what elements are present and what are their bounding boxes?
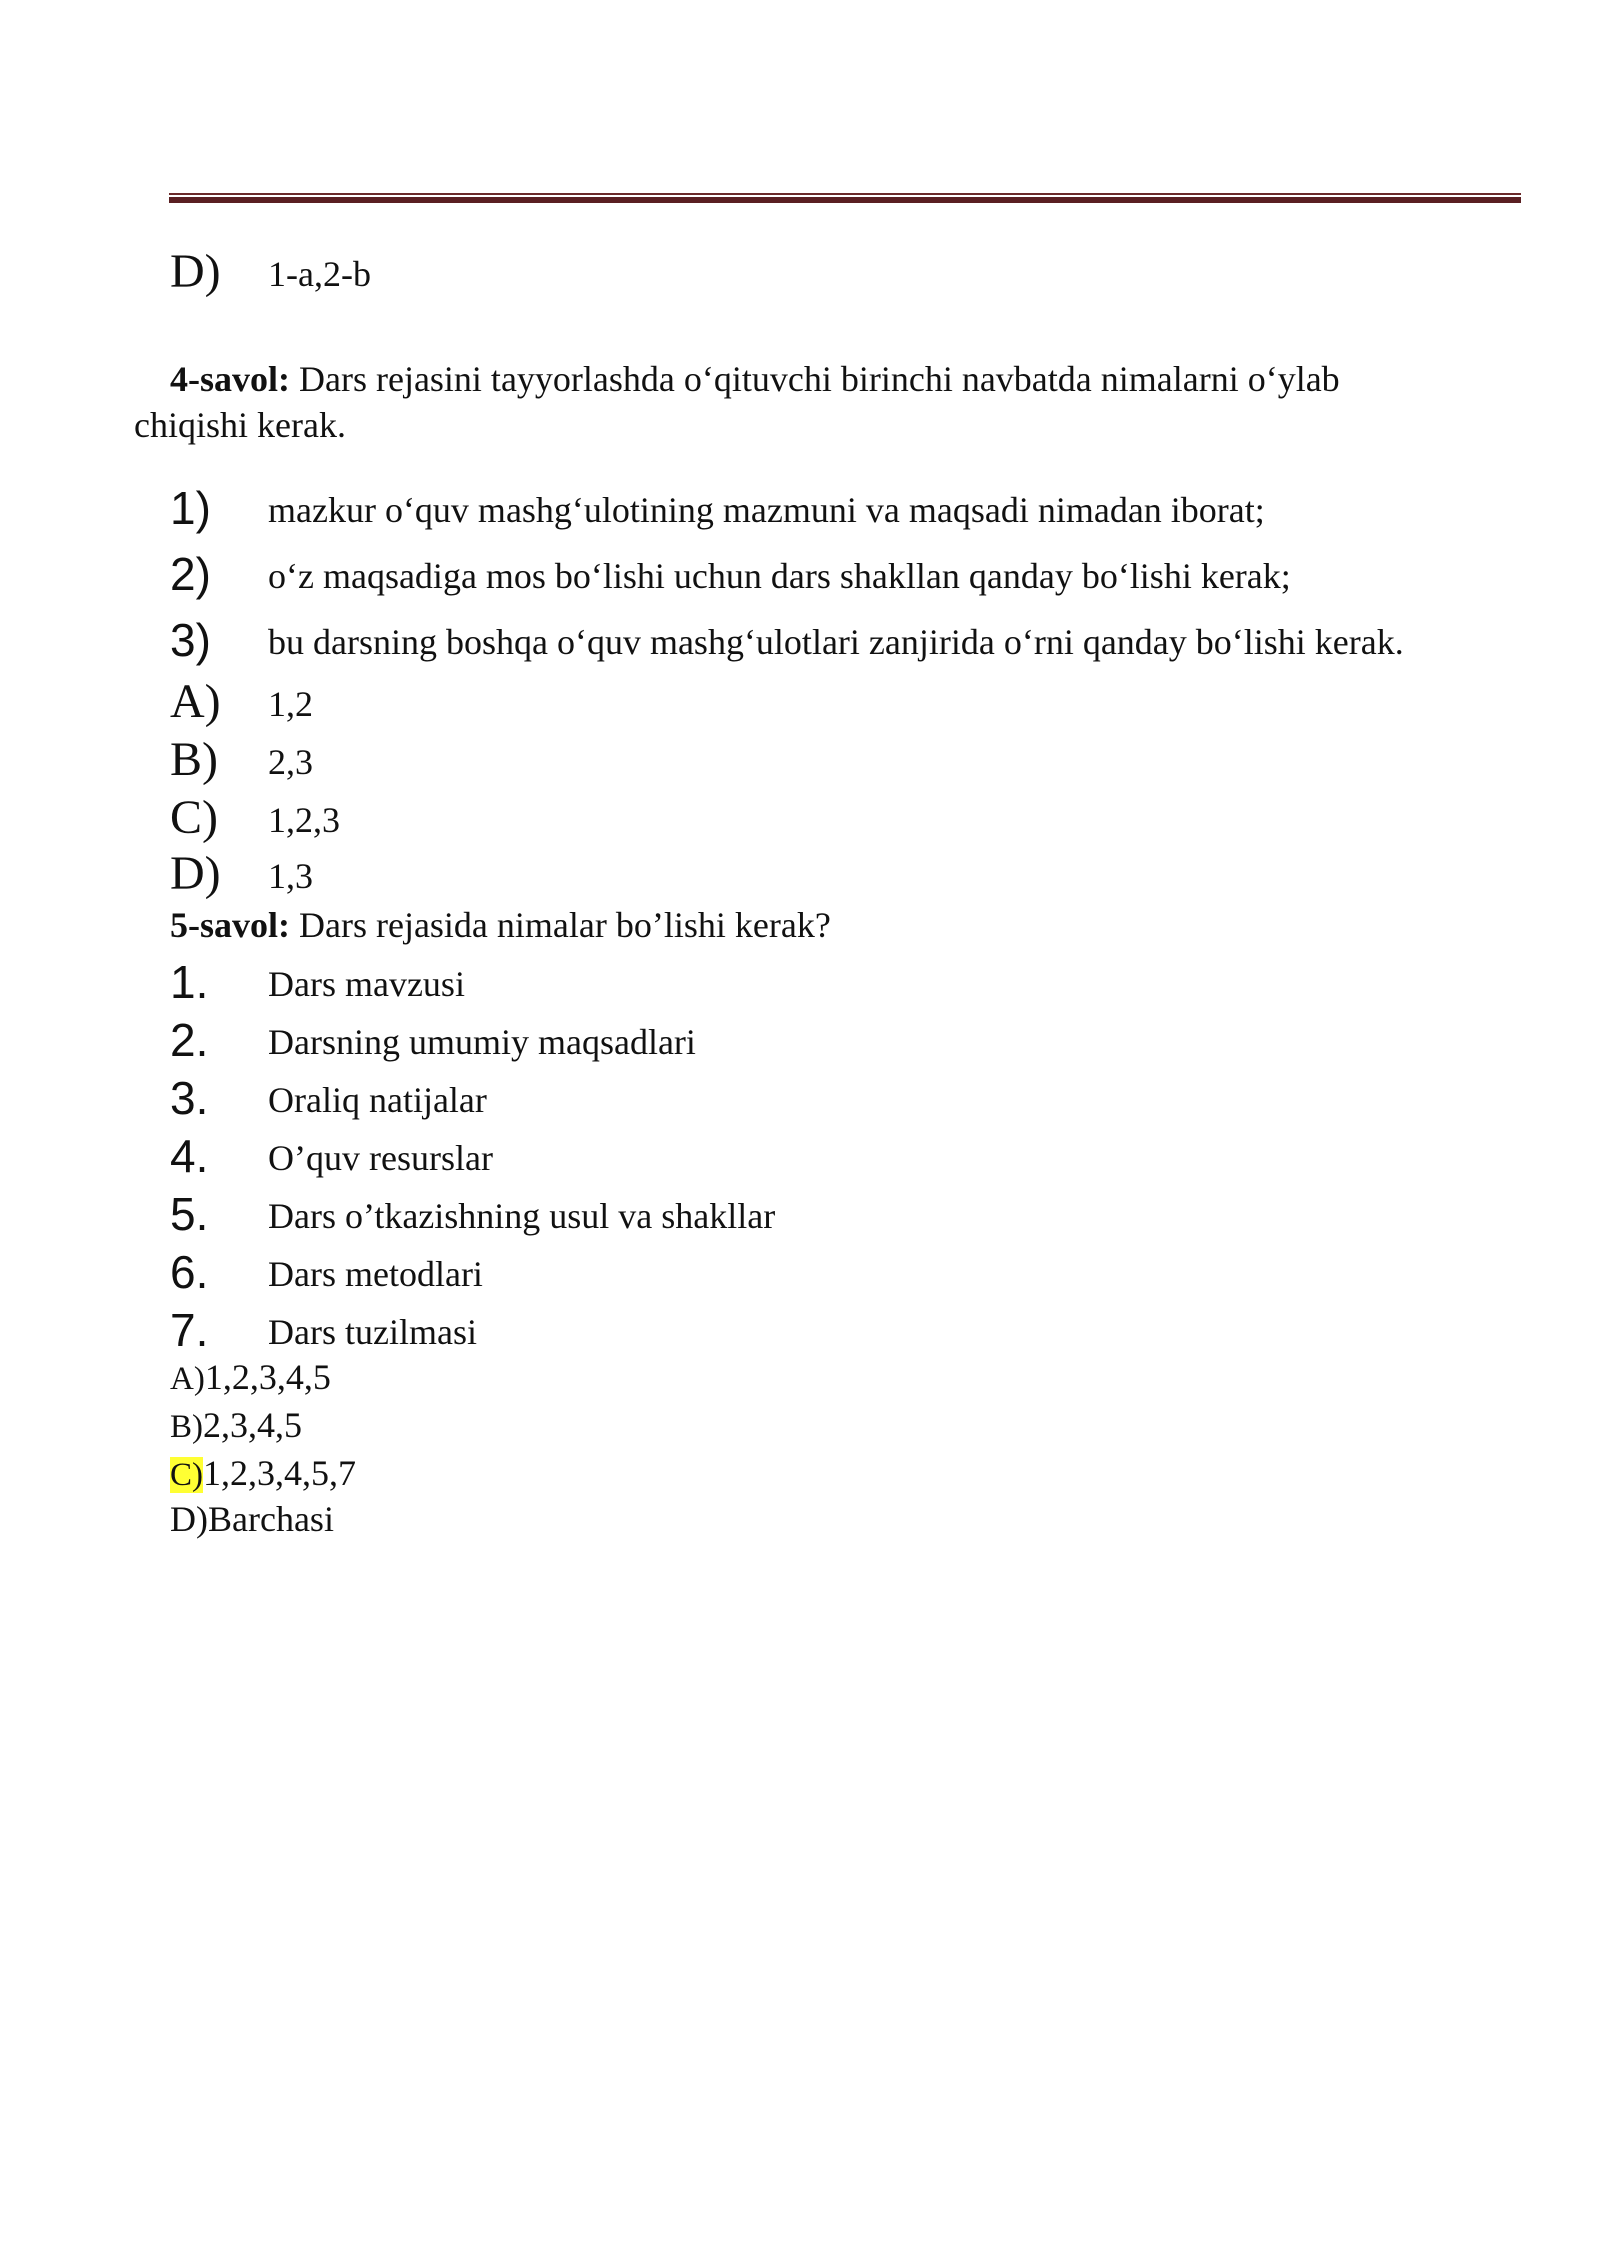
q5-text: Dars rejasida nimalar bo’lishi kerak?: [290, 905, 831, 945]
q4-option-a-marker: A): [170, 675, 221, 728]
q4-item-1-text: mazkur o‘quv mashg‘ulotining mazmuni va maqsadi nimadan iborat;: [268, 490, 1265, 530]
q5-option-d-text: Barchasi: [208, 1499, 334, 1539]
q5-item-6-text: Dars metodlari: [268, 1254, 483, 1294]
q5-item-3-marker: 3.: [170, 1072, 209, 1124]
prev-option-d-marker: D): [170, 245, 221, 298]
header-rule-thick: [169, 197, 1521, 203]
q5-item-5-text: Dars o’tkazishning usul va shakllar: [268, 1196, 776, 1236]
q5-item-6-marker: 6.: [170, 1246, 209, 1298]
header-rule-thin: [169, 193, 1521, 195]
q5-option-a-text: 1,2,3,4,5: [204, 1357, 331, 1397]
q5-option-d-marker: D): [170, 1499, 208, 1539]
q4-option-d-marker: D): [170, 847, 221, 900]
q4-option-c-marker: C): [170, 791, 218, 844]
q4-option-c-text: 1,2,3: [268, 800, 340, 840]
q5-text-line: [170, 902, 831, 948]
q4-label: 4-savol:: [170, 359, 290, 399]
q5-item-2-marker: 2.: [170, 1014, 209, 1066]
q5-item-4-text: O’quv resurslar: [268, 1138, 493, 1178]
q5-item-4-marker: 4.: [170, 1130, 209, 1182]
q4-option-a-text: 1,2: [268, 684, 313, 724]
q4-text-line1: [170, 356, 1340, 402]
q5-item-1-marker: 1.: [170, 956, 209, 1008]
q5-label: 5-savol:: [170, 905, 290, 945]
header-rule: [169, 193, 1521, 205]
q4-option-d-text: 1,3: [268, 856, 313, 896]
q5-item-2-text: Darsning umumiy maqsadlari: [268, 1022, 696, 1062]
q5-option-c-marker: C): [170, 1457, 203, 1493]
q4-text: Dars rejasini tayyorlashda o‘qituvchi birinchi navbatda nimalarni o‘ylab: [290, 359, 1340, 399]
q5-option-a: [170, 1354, 331, 1402]
q4-item-1-marker: 1): [170, 482, 211, 534]
q5-item-7-marker: 7.: [170, 1304, 209, 1356]
q5-item-7-text: Dars tuzilmasi: [268, 1312, 477, 1352]
q5-item-5-marker: 5.: [170, 1188, 209, 1240]
q5-item-3-text: Oraliq natijalar: [268, 1080, 487, 1120]
q5-option-c-text: 1,2,3,4,5,7: [203, 1453, 356, 1493]
q5-option-a-marker: A): [170, 1361, 205, 1397]
q4-item-2-marker: 2): [170, 548, 211, 600]
q5-option-b-marker: B): [170, 1409, 203, 1445]
q5-option-b-text: 2,3,4,5: [203, 1405, 302, 1445]
q5-option-c: [170, 1450, 356, 1498]
q4-option-b-marker: B): [170, 733, 218, 786]
q4-text-line2: chiqishi kerak.: [134, 405, 346, 445]
q5-option-d: [170, 1496, 334, 1542]
q4-item-3-text: bu darsning boshqa o‘quv mashg‘ulotlari zanjirida o‘rni qanday bo‘lishi kerak.: [268, 622, 1404, 662]
q5-option-b: [170, 1402, 302, 1450]
q4-item-2-text: o‘z maqsadiga mos bo‘lishi uchun dars shakllan qanday bo‘lishi kerak;: [268, 556, 1291, 596]
prev-option-d-text: 1-a,2-b: [268, 254, 371, 294]
q5-item-1-text: Dars mavzusi: [268, 964, 465, 1004]
q4-option-b-text: 2,3: [268, 742, 313, 782]
q4-item-3-marker: 3): [170, 614, 211, 666]
